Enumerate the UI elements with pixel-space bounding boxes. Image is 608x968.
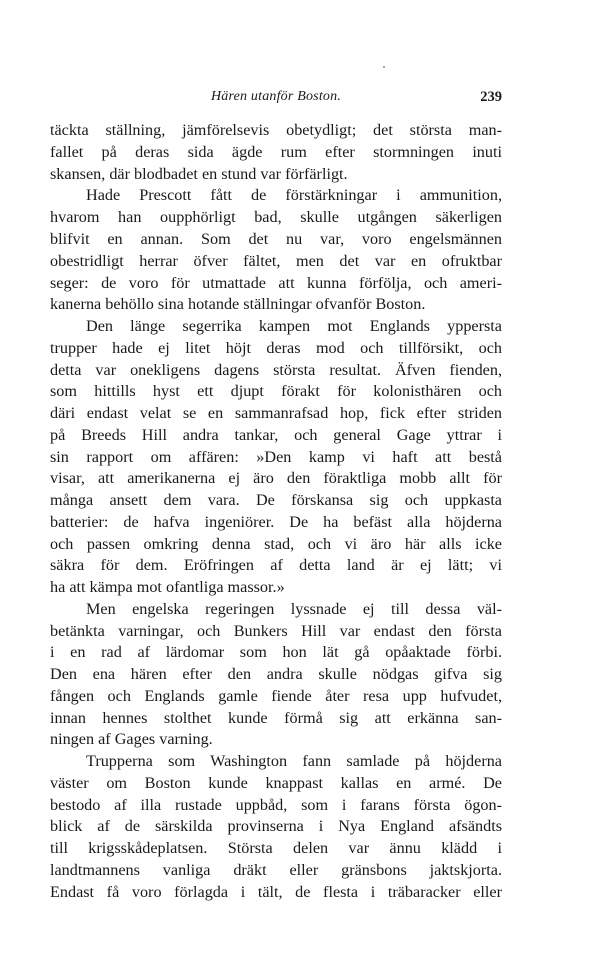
paragraph-first-line: Trupperna som Washington fann samlade på höjderna xyxy=(86,752,502,770)
text-line: innan hennes stolthet kunde förmå sig att erkänna san- xyxy=(50,709,502,727)
running-title: Hären utanför Boston. xyxy=(210,89,342,104)
text-line: många ansett dem vara. De förskansa sig och uppkasta xyxy=(50,491,502,509)
text-line: batterier: de hafva ingeniörer. De ha befäst alla höjderna xyxy=(50,513,502,531)
text-line: som hittills hyst ett djupt förakt för kolonisthären och xyxy=(50,382,502,400)
text-line: blick af de särskilda provinserna i Nya England afsändts xyxy=(50,817,502,835)
text-line: seger: de voro för utmattade att kunna förfölja, och ameri- xyxy=(50,274,502,292)
text-line: fången och Englands gamle fiende åter resa upp hufvudet, xyxy=(50,687,502,705)
text-line: Den ena hären efter den andra skulle nödgas gifva sig xyxy=(50,665,502,683)
text-line: sin rapport om affären: »Den kamp vi haft att bestå xyxy=(50,448,502,466)
text-line: väster om Boston kunde knappast kallas en armé. De xyxy=(50,774,502,792)
text-line: fallet på deras sida ägde rum efter stormningen inuti xyxy=(50,143,502,161)
text-line: däri endast velat se en sammanrafsad hop, fick efter striden xyxy=(50,404,502,422)
text-line: ha att kämpa mot ofantliga massor.» xyxy=(50,578,285,596)
scan-speck xyxy=(383,66,385,68)
text-line: visar, att amerikanerna ej äro den föraktliga mobb allt för xyxy=(50,469,502,487)
text-line: Endast få voro förlagda i tält, de flesta i träbaracker eller xyxy=(50,883,502,901)
text-line: trupper hade ej litet höjt deras mod och tillförsikt, och xyxy=(50,339,502,357)
text-line: skansen, där blodbadet en stund var förfärligt. xyxy=(50,165,348,183)
text-line: täckta ställning, jämförelsevis obetydligt; det största man- xyxy=(50,121,502,139)
paragraph-first-line: Hade Prescott fått de förstärkningar i ammunition, xyxy=(86,186,502,204)
text-line: ningen af Gages varning. xyxy=(50,730,213,748)
text-line: på Breeds Hill andra tankar, och general Gage yttrar i xyxy=(50,426,502,444)
page-number: 239 xyxy=(480,89,502,105)
text-line: detta var onekligens dagens största resultat. Äfven fienden, xyxy=(50,361,502,379)
text-line: i en rad af lärdomar som hon lät gå opåaktade förbi. xyxy=(50,643,502,661)
text-line: landtmannens vanliga dräkt eller gränsbons jaktskjorta. xyxy=(50,861,502,879)
text-line: obestridligt herrar öfver fältet, men det var en ofruktbar xyxy=(50,252,502,270)
running-head xyxy=(50,89,502,109)
paragraph-first-line: Men engelska regeringen lyssnade ej till dessa väl- xyxy=(86,600,502,618)
text-line: hvarom han oupphörligt bad, skulle utgången säkerligen xyxy=(50,208,502,226)
text-line: och passen omkring denna stad, och vi äro här alls icke xyxy=(50,535,502,553)
paragraph-first-line: Den länge segerrika kampen mot Englands yppersta xyxy=(86,317,502,335)
text-line: säkra för dem. Eröfringen af detta land är ej lätt; vi xyxy=(50,556,502,574)
text-line: betänkta varningar, och Bunkers Hill var endast den första xyxy=(50,622,502,640)
text-line: blifvit en annan. Som det nu var, voro engelsmännen xyxy=(50,230,502,248)
text-line: bestodo af illa rustade uppbåd, som i farans första ögon- xyxy=(50,796,502,814)
text-line: kanerna behöllo sina hotande ställningar ofvanför Boston. xyxy=(50,295,426,313)
text-line: till krigsskådeplatsen. Största delen var ännu klädd i xyxy=(50,839,502,857)
